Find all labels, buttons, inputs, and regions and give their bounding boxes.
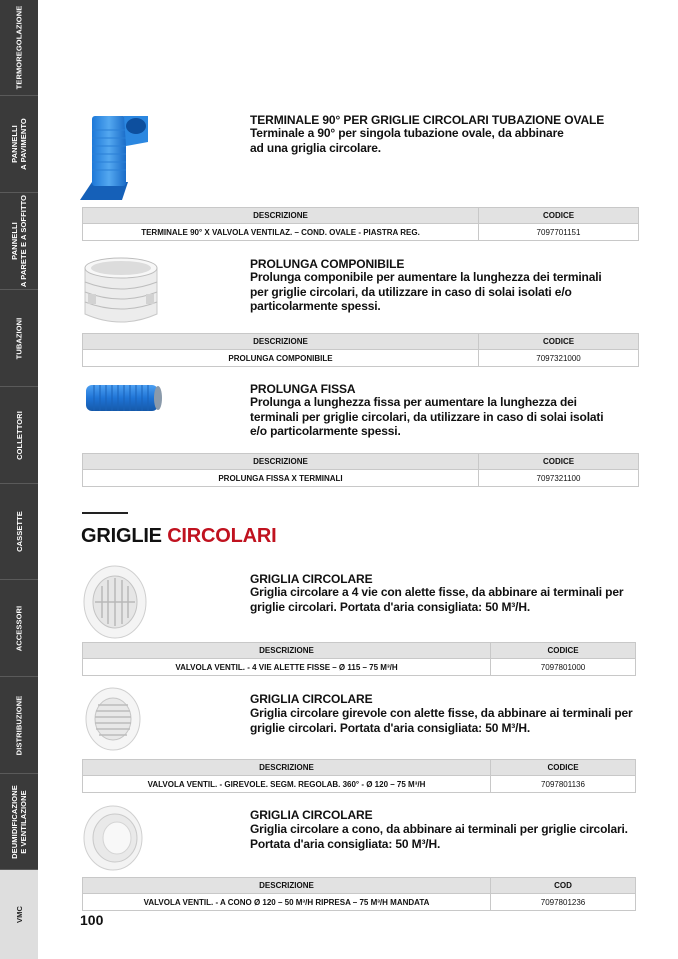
description-line: terminali per griglie circolari, da utilizzare in caso di solai isolati: [250, 409, 604, 424]
description-line: Griglia circolare a 4 vie con alette fisse, da abbinare ai terminali per: [250, 585, 624, 599]
col-header-descrizione: DESCRIZIONE: [83, 334, 479, 350]
table-row: [83, 470, 639, 487]
blue-flexible-tube-icon: [84, 382, 164, 414]
product-description: [250, 585, 623, 614]
product-code-cell: 7097801000: [491, 659, 636, 676]
sidebar-item-label: PANNELLI A PARETE E A SOFFITTO: [10, 194, 28, 288]
col-header-codice: CODICE: [479, 454, 639, 470]
description-line: ad una griglia circolare.: [250, 140, 381, 155]
white-extension-ring-icon: [82, 256, 160, 328]
description-line: Portata d'aria consigliata: 50 M³/H.: [250, 836, 441, 851]
col-header-codice: CODICE: [491, 760, 636, 776]
product-description-cell: TERMINALE 90° X VALVOLA VENTILAZ. – COND. OVALE - PIASTRA REG.: [83, 224, 479, 241]
sidebar-item-termoregolazione[interactable]: [0, 0, 38, 96]
sidebar-item-label: ACCESSORI: [14, 605, 24, 651]
product-table: [82, 877, 636, 911]
col-header-descrizione: DESCRIZIONE: [83, 878, 491, 894]
product-title: GRIGLIA CIRCOLARE: [250, 808, 373, 822]
sidebar-item-label: DISTRIBUZIONE: [14, 695, 24, 755]
sidebar-item-label: TERMOREGOLAZIONE: [14, 5, 24, 90]
col-header-codice: CODICE: [479, 334, 639, 350]
sidebar-item-label: PANNELLI A PAVIMENTO: [10, 118, 29, 170]
description-line: e/o particolarmente spessi.: [250, 424, 401, 438]
section-divider: [82, 512, 128, 514]
sidebar-item-vmc[interactable]: [0, 870, 38, 959]
product-table: [82, 759, 636, 793]
sidebar-item-collettori[interactable]: [0, 387, 38, 484]
product-description-cell: VALVOLA VENTIL. - GIREVOLE. SEGM. REGOLAB. 360° - Ø 120 – 75 M³/H: [83, 776, 491, 793]
product-code-cell: 7097801236: [491, 894, 636, 911]
circular-grille-rotating-icon: [84, 685, 142, 753]
product-title: GRIGLIA CIRCOLARE: [250, 572, 373, 586]
product-description: [250, 126, 564, 155]
product-description: [250, 270, 602, 314]
section-title-part2: CIRCOLARI: [167, 525, 277, 547]
sidebar-item-label: COLLETTORI: [14, 410, 24, 460]
description-line: Prolunga componibile per aumentare la lunghezza dei terminali: [250, 270, 602, 284]
description-line: per griglie circolari, da utilizzare in caso di solai isolati e/o: [250, 284, 572, 299]
description-line: griglie circolari. Portata d'aria consigliata: 50 M³/H.: [250, 720, 531, 735]
sidebar-item-label: TUBAZIONI: [14, 317, 24, 359]
sidebar-item-pannelli-pavimento[interactable]: [0, 96, 38, 193]
col-header-codice: COD: [491, 878, 636, 894]
description-line: Terminale a 90° per singola tubazione ovale, da abbinare: [250, 126, 564, 140]
product-description: [250, 395, 603, 439]
product-table: [82, 453, 639, 487]
product-description-cell: VALVOLA VENTIL. - 4 VIE ALETTE FISSE – Ø 115 – 75 M³/H: [83, 659, 491, 676]
circular-grille-cone-icon: [82, 804, 144, 872]
sidebar-item-distribuzione[interactable]: [0, 677, 38, 774]
product-description-cell: PROLUNGA COMPONIBILE: [83, 350, 479, 367]
sidebar-item-label: CASSETTE: [14, 511, 24, 552]
product-code-cell: 7097801136: [491, 776, 636, 793]
sidebar-item-tubazioni[interactable]: [0, 290, 38, 387]
product-description-cell: VALVOLA VENTIL. - A CONO Ø 120 – 50 M³/H RIPRESA – 75 M³/H MANDATA: [83, 894, 491, 911]
circular-grille-4-way-icon: [82, 562, 148, 642]
page-number: 100: [80, 912, 104, 928]
blue-terminal-90-icon: [80, 112, 152, 202]
sidebar-item-label: VMC: [14, 906, 24, 923]
description-line: griglie circolari. Portata d'aria consigliata: 50 M³/H.: [250, 599, 531, 614]
section-title: [81, 524, 277, 548]
table-row: [83, 894, 636, 911]
product-description-cell: PROLUNGA FISSA X TERMINALI: [83, 470, 479, 487]
sidebar: [0, 0, 38, 959]
product-table: [82, 207, 639, 241]
product-title: PROLUNGA FISSA: [250, 382, 356, 396]
description-line: Griglia circolare a cono, da abbinare ai terminali per griglie circolari.: [250, 822, 628, 836]
product-title: GRIGLIA CIRCOLARE: [250, 692, 373, 706]
description-line: Prolunga a lunghezza fissa per aumentare la lunghezza dei: [250, 395, 577, 409]
sidebar-item-deumidificazione[interactable]: [0, 774, 38, 870]
table-row: [83, 224, 639, 241]
product-description: [250, 706, 633, 735]
product-code-cell: 7097321000: [479, 350, 639, 367]
product-table: [82, 642, 636, 676]
product-code-cell: 7097701151: [479, 224, 639, 241]
sidebar-item-accessori[interactable]: [0, 580, 38, 677]
description-line: particolarmente spessi.: [250, 299, 381, 313]
product-code-cell: 7097321100: [479, 470, 639, 487]
col-header-descrizione: DESCRIZIONE: [83, 454, 479, 470]
section-title-part1: GRIGLIE: [81, 525, 162, 547]
sidebar-item-cassette[interactable]: [0, 484, 38, 580]
sidebar-item-label: DEUMIDIFICAZIONE E VENTILAZIONE: [10, 784, 28, 859]
table-row: [83, 659, 636, 676]
product-title: PROLUNGA COMPONIBILE: [250, 257, 405, 271]
col-header-codice: CODICE: [491, 643, 636, 659]
product-table: [82, 333, 639, 367]
col-header-descrizione: DESCRIZIONE: [83, 643, 491, 659]
col-header-descrizione: DESCRIZIONE: [83, 208, 479, 224]
col-header-descrizione: DESCRIZIONE: [83, 760, 491, 776]
col-header-codice: CODICE: [479, 208, 639, 224]
product-description: [250, 822, 628, 851]
table-row: [83, 776, 636, 793]
table-row: [83, 350, 639, 367]
description-line: Griglia circolare girevole con alette fisse, da abbinare ai terminali per: [250, 706, 633, 720]
product-title: TERMINALE 90° PER GRIGLIE CIRCOLARI TUBAZIONE OVALE: [250, 113, 605, 127]
sidebar-item-pannelli-parete[interactable]: [0, 193, 38, 290]
